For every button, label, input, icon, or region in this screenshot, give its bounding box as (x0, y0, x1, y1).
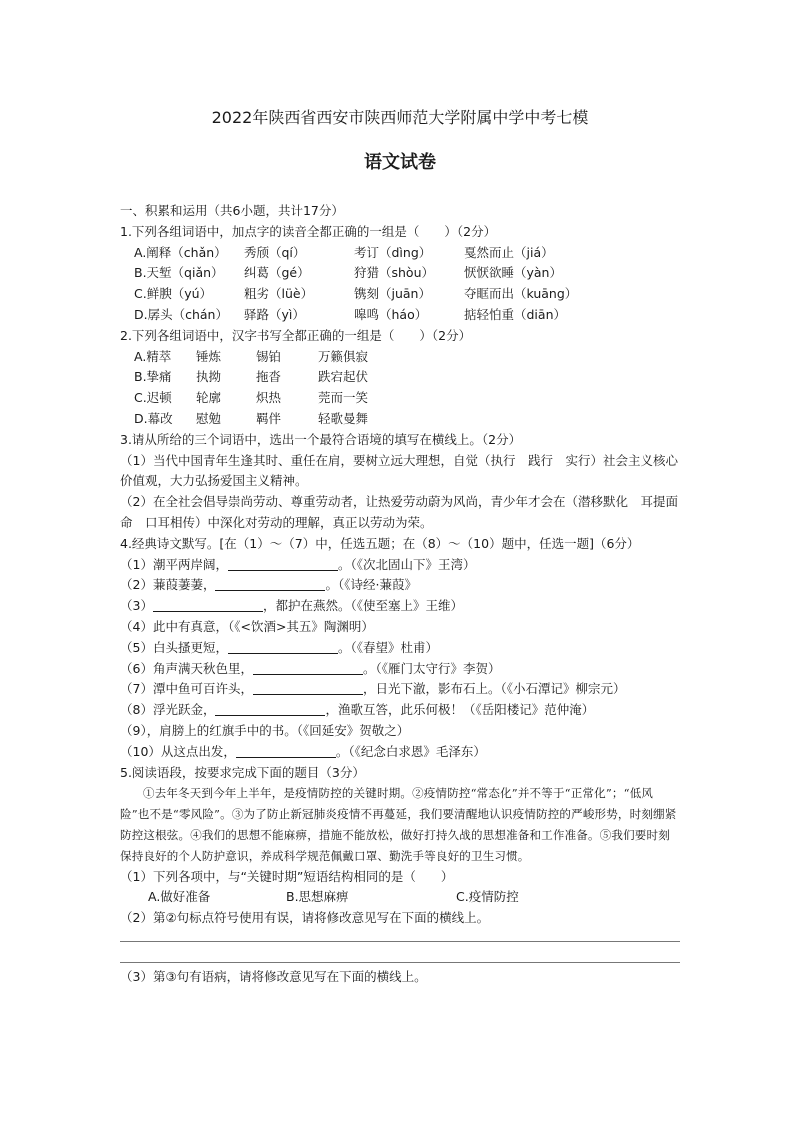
q2-option-c: C.迟顿 轮廓 炽热 莞而一笑 (134, 390, 369, 406)
answer-blank[interactable] (215, 576, 325, 591)
question-5-stem: 5.阅读语段，按要求完成下面的题目（3分） (120, 764, 365, 780)
q2-option-a: A.精萃 锤炼 锡铂 万籁俱寂 (134, 348, 369, 364)
document-title: 2022年陕西省西安市陕西师范大学附属中学中考七模 (211, 108, 589, 127)
section-heading: 一、积累和运用（共6小题，共计17分） (120, 203, 344, 218)
q4-item-6: （6）角声满天秋色里， 。（《雁门太守行》李贺） (120, 660, 501, 676)
q5-sub-1-options (120, 887, 680, 908)
q1-option-c: C.鲜腴（yú） 粗劣（lüè） 镌刻（juān） 夺眶而出（kuāng） (134, 286, 578, 302)
q1-option-b: B.天堑（qiǎn） 纠葛（gé） 狩猎（shòu） 恹恹欲睡（yàn） (134, 265, 562, 281)
q4-item-10: （10）从这点出发， 。（《纪念白求恩》毛泽东） (120, 743, 486, 759)
q5-sub-3: （3）第③句有语病，请将修改意见写在下面的横线上。 (120, 968, 427, 984)
q5-option-a: A.做好准备 (148, 889, 211, 905)
q3-part-1: （1）当代中国青年生逢其时、重任在肩，要树立远大理想，自觉（执行 践行 实行）社会主义核心价值观，大力弘扬爱国主义精神。 (120, 452, 678, 489)
q5-option-b: B.思想麻痹 (286, 889, 349, 905)
answer-blank[interactable] (253, 680, 363, 695)
answer-blank[interactable] (236, 743, 336, 758)
q4-item-1: （1）潮平两岸阔， 。（《次北固山下》王湾） (120, 556, 476, 572)
document-subtitle: 语文试卷 (364, 152, 436, 173)
answer-blank[interactable] (228, 639, 338, 654)
q4-item-9: （9），肩膀上的红旗手中的书。（《回延安》贺敬之） (120, 722, 410, 738)
question-2-stem: 2.下列各组词语中，汉字书写全都正确的一组是（ ）（2分） (120, 327, 472, 343)
question-1-stem: 1.下列各组词语中，加点字的读音全都正确的一组是（ ）（2分） (120, 223, 497, 239)
answer-line[interactable] (120, 941, 680, 942)
answer-blank[interactable] (215, 701, 325, 716)
q4-item-5: （5）白头搔更短， 。（《春望》杜甫） (120, 639, 438, 655)
q1-option-d: D.孱头（chán） 驿路（yì） 嗥鸣（háo） 掂轻怕重（diān） (134, 306, 566, 322)
q2-option-b: B.挚痛 执拗 拖沓 跌宕起伏 (134, 369, 369, 385)
q2-option-d: D.幕改 慰勉 羁伴 轻歌曼舞 (134, 410, 369, 426)
q3-part-2: （2）在全社会倡导崇尚劳动、尊重劳动者，让热爱劳动蔚为风尚，青少年才会在（潜移默化 耳提面命 口耳相传）中深化对劳动的理解，真正以劳动为荣。 (120, 494, 678, 530)
q4-item-4: （4）此中有真意，（《<饮酒>其五》陶渊明） (120, 618, 374, 634)
q1-option-a: A.阐释（chǎn） 秀颀（qí） 考订（dìng） 戛然而止（jiá） (134, 244, 554, 260)
q4-item-3: （3） ，都护在燕然。（《使至塞上》王维） (120, 598, 463, 614)
answer-line[interactable] (120, 962, 680, 963)
q4-item-8: （8）浮光跃金， ，渔歌互答，此乐何极！（《岳阳楼记》范仲淹） (120, 702, 595, 718)
answer-blank[interactable] (253, 660, 363, 675)
exam-content (120, 201, 680, 988)
answer-blank[interactable] (228, 556, 338, 571)
reading-passage: ①去年冬天到今年上半年，是疫情防控的关键时期。②疫情防控“常态化”并不等于“正常化”；“低风险”也不是“零风险”。③为了防止新冠肺炎疫情不再蔓延，我们要清醒地认识疫情防控的严峻形势，时刻绷紧防控这根弦。④我们的思想不能麻痹，措施不能放松，做好打持久战的思想准备和工作准备。⑤我们要时刻保持良好的个人防护意识，养成科学规范佩戴口罩、勤洗手等良好的卫生习惯。 (120, 786, 677, 863)
q5-sub-1: （1）下列各项中，与“关键时期”短语结构相同的是（ ） (120, 868, 454, 884)
q5-option-c: C.疫情防控 (456, 889, 519, 905)
answer-blank[interactable] (153, 597, 263, 612)
question-4-stem: 4.经典诗文默写。[在（1）～（7）中，任选五题；在（8）～（10）题中，任选一题]（6分） (120, 535, 640, 551)
q4-item-7: （7）潭中鱼可百许头， ，日光下澈，影布石上。（《小石潭记》柳宗元） (120, 681, 626, 697)
q5-sub-2: （2）第②句标点符号使用有误，请将修改意见写在下面的横线上。 (120, 910, 490, 926)
q4-item-2: （2）蒹葭萋萋， 。（《诗经·蒹葭》 (120, 577, 417, 593)
question-3-stem: 3.请从所给的三个词语中，选出一个最符合语境的填写在横线上。（2分） (120, 431, 522, 447)
